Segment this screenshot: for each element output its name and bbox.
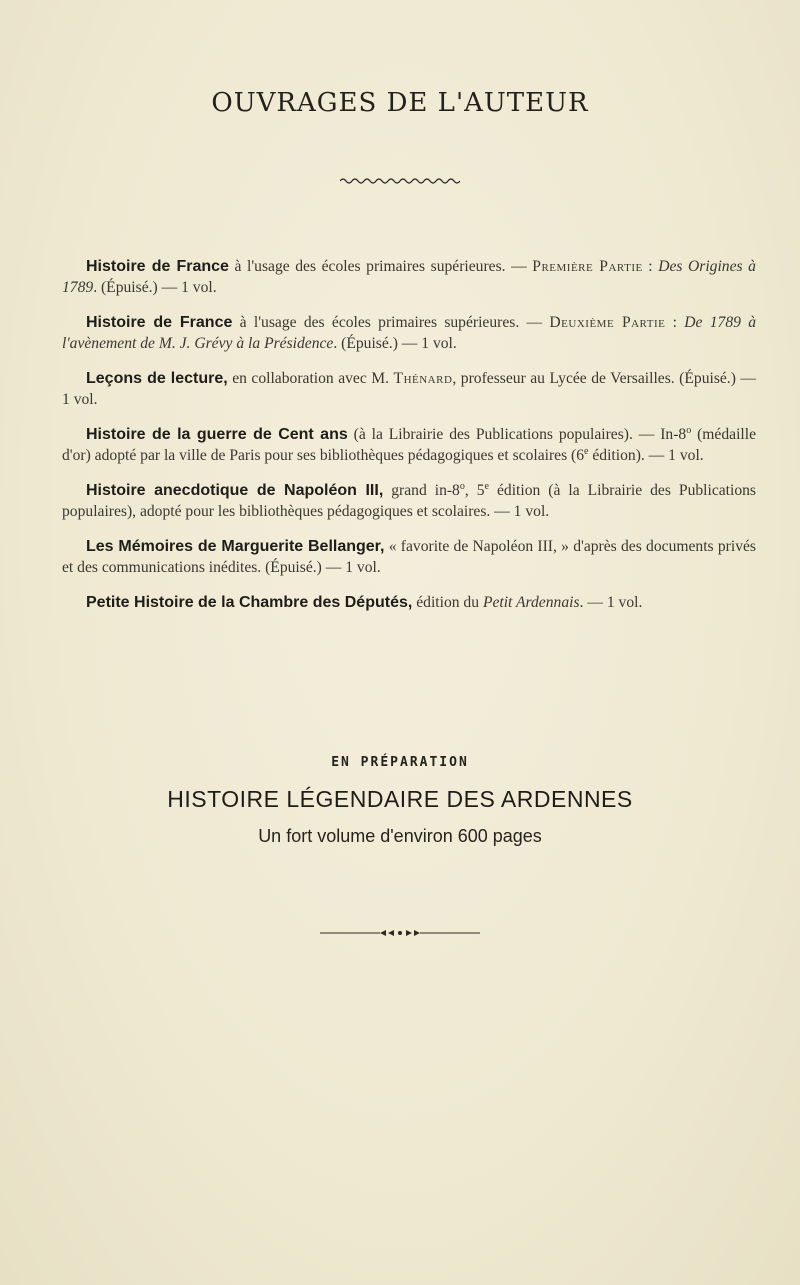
upcoming-work-subtitle: Un fort volume d'environ 600 pages xyxy=(258,826,542,846)
entry-histoire-france-2: Histoire de France à l'usage des écoles primaires supérieures. — Deuxième Partie : De 1789 à l'avènement de M. J. Grévy à la Présidence. (Épuisé.) — 1 vol. xyxy=(62,314,757,352)
page-title: OUVRAGES DE L'AUTEUR xyxy=(211,88,589,118)
entry-lecons-lecture: Leçons de lecture, en collaboration avec M. Thénard, professeur au Lycée de Versailles. (Épuisé.) — 1 vol. xyxy=(62,370,756,408)
entry-napoleon-iii: Histoire anecdotique de Napoléon III, grand in-8$^o$, 5e édition (à la Librairie des Publications populaires), adopté pour les bibliothèques pédagogiques et scolaires. — 1 vol. xyxy=(62,480,757,520)
wavy-rule-ornament xyxy=(340,176,460,186)
entry-chambre-deputes: Petite Histoire de la Chambre des Députés, édition du Petit Ardennais. — 1 vol. xyxy=(86,594,643,611)
works-list xyxy=(62,256,756,627)
preparation-label: EN PRÉPARATION xyxy=(331,755,469,770)
entry-histoire-france-1: Histoire de France à l'usage des écoles primaires supérieures. — Première Partie : Des Origines à 1789. (Épuisé.) — 1 vol. xyxy=(62,258,756,296)
upcoming-work-title: HISTOIRE LÉGENDAIRE DES ARDENNES xyxy=(167,786,633,812)
entry-memoires-bellanger: Les Mémoires de Marguerite Bellanger, « favorite de Napoléon III, » d'après des documents privés et des communications inédites. (Épuisé.) — 1 vol. xyxy=(62,538,756,576)
entry-guerre-cent-ans: Histoire de la guerre de Cent ans (à la Librairie des Publications populaires). — In-8$^o$ (médaille d'or) adopté par la ville de Paris pour ses bibliothèques pédagogiques et scolaires (6e édition). — 1 vol. xyxy=(62,424,756,464)
tailpiece-ornament xyxy=(320,928,480,938)
